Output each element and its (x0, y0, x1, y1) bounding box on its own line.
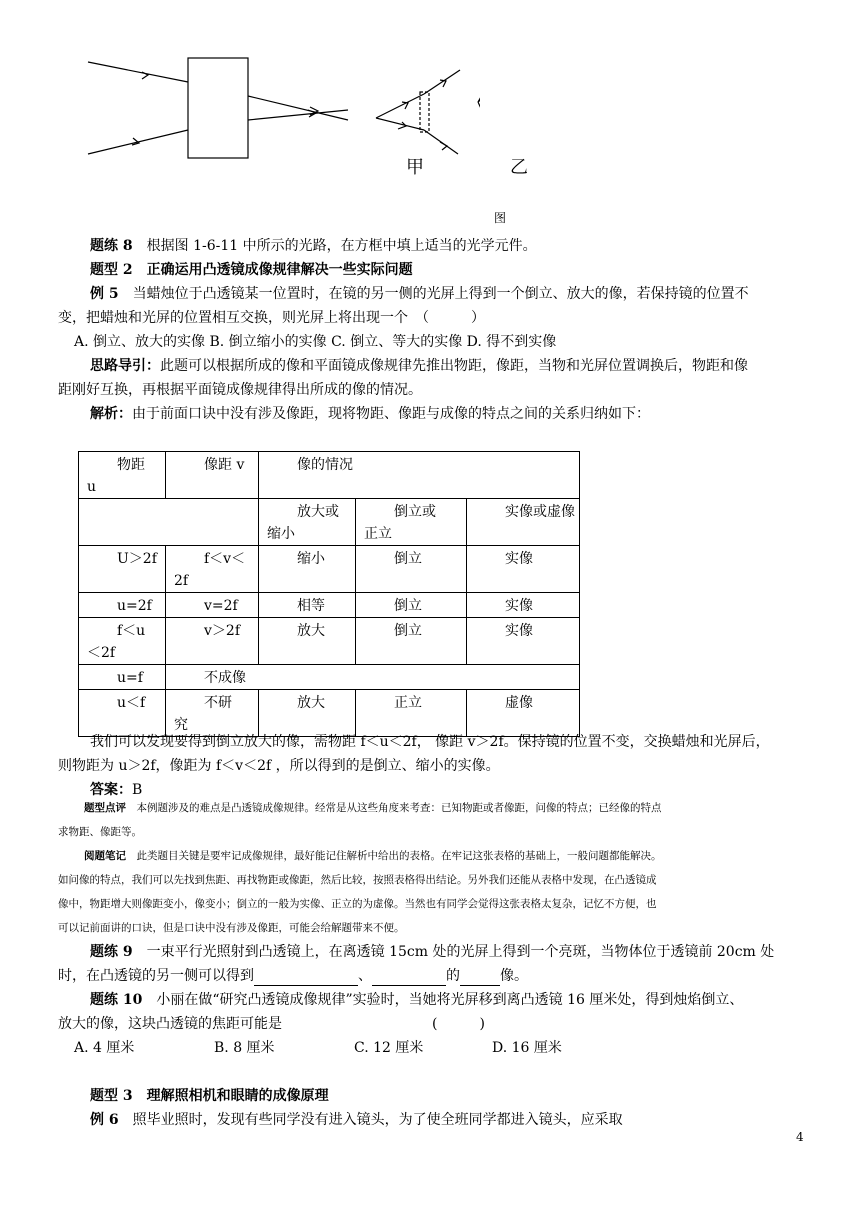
option-a: A. 4 厘米 (74, 1040, 135, 1056)
practice-10-label: 题练 10 (90, 992, 143, 1008)
header-image-characteristics: 像的情况 (259, 452, 580, 499)
jia-dashed-box (420, 92, 429, 132)
example-5-cont: 变，把蜡烛和光屏的位置相互交换，则光屏上将出现一个 （ ） (58, 310, 485, 326)
answer-value: B (132, 782, 143, 798)
note-label: 阅题笔记 (84, 850, 126, 862)
header-empty (79, 499, 259, 546)
table-row: f＜u ＜2f v＞2f 放大 倒立 实像 (79, 618, 580, 665)
header-image-distance: 像距 v (166, 452, 259, 499)
practice-10 (90, 990, 743, 1010)
practice-9-label: 题练 9 (90, 944, 133, 960)
conclusion-line-2: 则物距为 u＞2f，像距为 f＜v＜2f ，所以得到的是倒立、缩小的实像。 (58, 758, 500, 774)
outgoing-ray-1 (248, 96, 348, 120)
thinking-guide-text: 此题可以根据所成的像和平面镜成像规律先推出物距，像距，当物和光屏位置调换后，物距和像 (160, 358, 748, 374)
incoming-ray-upper (88, 62, 188, 82)
example-5 (90, 284, 749, 304)
comment-text: 本例题涉及的难点是凸透镜成像规律。经常是从这些角度来考查：已知物距或者像距，问像的特点；已经像的特点 (136, 802, 662, 814)
option-d: D. 16 厘米 (492, 1040, 562, 1056)
practice-8-label: 题练 8 (90, 238, 133, 254)
figure-label-jia: 甲 (406, 157, 424, 178)
practice-8-text: 根据图 1-6-11 中所示的光路，在方框中填上适当的光学元件。 (146, 238, 537, 254)
table-row: u=2f v=2f 相等 倒立 实像 (79, 593, 580, 618)
note-line-2: 如问像的特点，我们可以先找到焦距、再找物距或像距，然后比较，按照表格得出结论。另外我们还能从表格中发现，在凸透镜成 (58, 874, 657, 886)
note-text: 此类题目关键是要牢记成像规律，最好能记住解析中给出的表格。在牢记这张表格的基础上，一般问题都能解决。 (136, 850, 662, 862)
arrow-head-upper (142, 72, 148, 79)
blank-3[interactable] (460, 969, 500, 986)
page-number: 4 (796, 1130, 804, 1144)
answer-label: 答案： (90, 782, 132, 798)
practice-10-text: 小丽在做“研究凸透镜成像规律”实验时，当她将光屏移到离凸透镜 16 厘米处，得到烛焰倒立、 (156, 992, 744, 1008)
header-orientation: 倒立或 正立 (356, 499, 467, 546)
arrow-head-lower (132, 138, 139, 145)
header-real-virtual: 实像或虚像 (467, 499, 580, 546)
example-6-text: 照毕业照时，发现有些同学没有进入镜头，为了使全班同学都进入镜头，应采取 (132, 1112, 623, 1128)
practice-9 (90, 942, 774, 962)
blank-1[interactable] (254, 969, 358, 986)
optical-element-box (188, 58, 248, 158)
example-6-label: 例 6 (90, 1112, 119, 1128)
conclusion-line-1: 我们可以发现要得到倒立放大的像，需物距 f＜u＜2f， 像距 v＞2f。保持镜的位置不变，交换蜡烛和光屏后， (90, 734, 770, 750)
practice-9-text: 一束平行光照射到凸透镜上，在离透镜 15cm 处的光屏上得到一个亮斑，当物体位于透镜前 20cm 处 (146, 944, 775, 960)
table-row: u=f 不成像 (79, 665, 580, 690)
section-title-3: 题型 3 理解照相机和眼睛的成像原理 (90, 1088, 329, 1104)
section-title-2: 题型 2 正确运用凸透镜成像规律解决一些实际问题 (90, 262, 413, 278)
comment-line-1 (84, 796, 662, 820)
thinking-guide-label: 思路导引： (90, 358, 160, 374)
outgoing-ray-2 (248, 110, 348, 120)
analysis-label: 解析： (90, 406, 132, 422)
header-object-distance: 物距 u (79, 452, 166, 499)
header-size: 放大或 缩小 (259, 499, 356, 546)
note-line-3: 像中，物距增大则像距变小，像变小；倒立的一般为实像、正立的为虚像。当然也有同学会觉得这张表格太复杂，记忆不方便，也 (58, 898, 657, 910)
note-line-4: 可以记前面讲的口诀，但是口诀中没有涉及像距，可能会给解题带来不便。 (58, 922, 405, 934)
note-line-1 (84, 844, 662, 868)
analysis (90, 404, 650, 424)
analysis-text: 由于前面口诀中没有涉及像距，现将物距、像距与成像的特点之间的关系归纳如下： (132, 406, 650, 422)
blank-2[interactable] (372, 969, 446, 986)
practice-10-cont: 放大的像，这块凸透镜的焦距可能是 (58, 1016, 282, 1032)
example-6 (90, 1110, 623, 1130)
figure-caption: 图 (494, 211, 507, 225)
comment-label: 题型点评 (84, 802, 126, 814)
example-5-text: 当蜡烛位于凸透镜某一位置时，在镜的另一侧的光屏上得到一个倒立、放大的像，若保持镜的位置不 (132, 286, 749, 302)
option-c: C. 12 厘米 (354, 1040, 424, 1056)
table-row: U＞2f f＜v＜ 2f 缩小 倒立 实像 (79, 546, 580, 593)
thinking-guide-cont: 距刚好互换，再根据平面镜成像规律得出所成的像的情况。 (58, 382, 422, 398)
example-5-options: A. 倒立、放大的实像 B. 倒立缩小的实像 C. 倒立、等大的实像 D. 得不到实像 (74, 334, 557, 350)
option-b: B. 8 厘米 (214, 1040, 275, 1056)
thinking-guide (90, 356, 748, 376)
practice-8 (90, 236, 537, 256)
example-5-label: 例 5 (90, 286, 119, 302)
figure-label-yi: 乙 (510, 157, 528, 178)
practice-10-paren: ( ) (432, 1016, 485, 1032)
lens-imaging-table (78, 451, 580, 737)
practice-9-cont: 时，在凸透镜的另一侧可以得到 、 的 像。 (58, 968, 528, 984)
comment-line-2: 求物距、像距等。 (58, 826, 142, 838)
table-row: u＜f 不研 究 放大 正立 虚像 (79, 690, 580, 737)
